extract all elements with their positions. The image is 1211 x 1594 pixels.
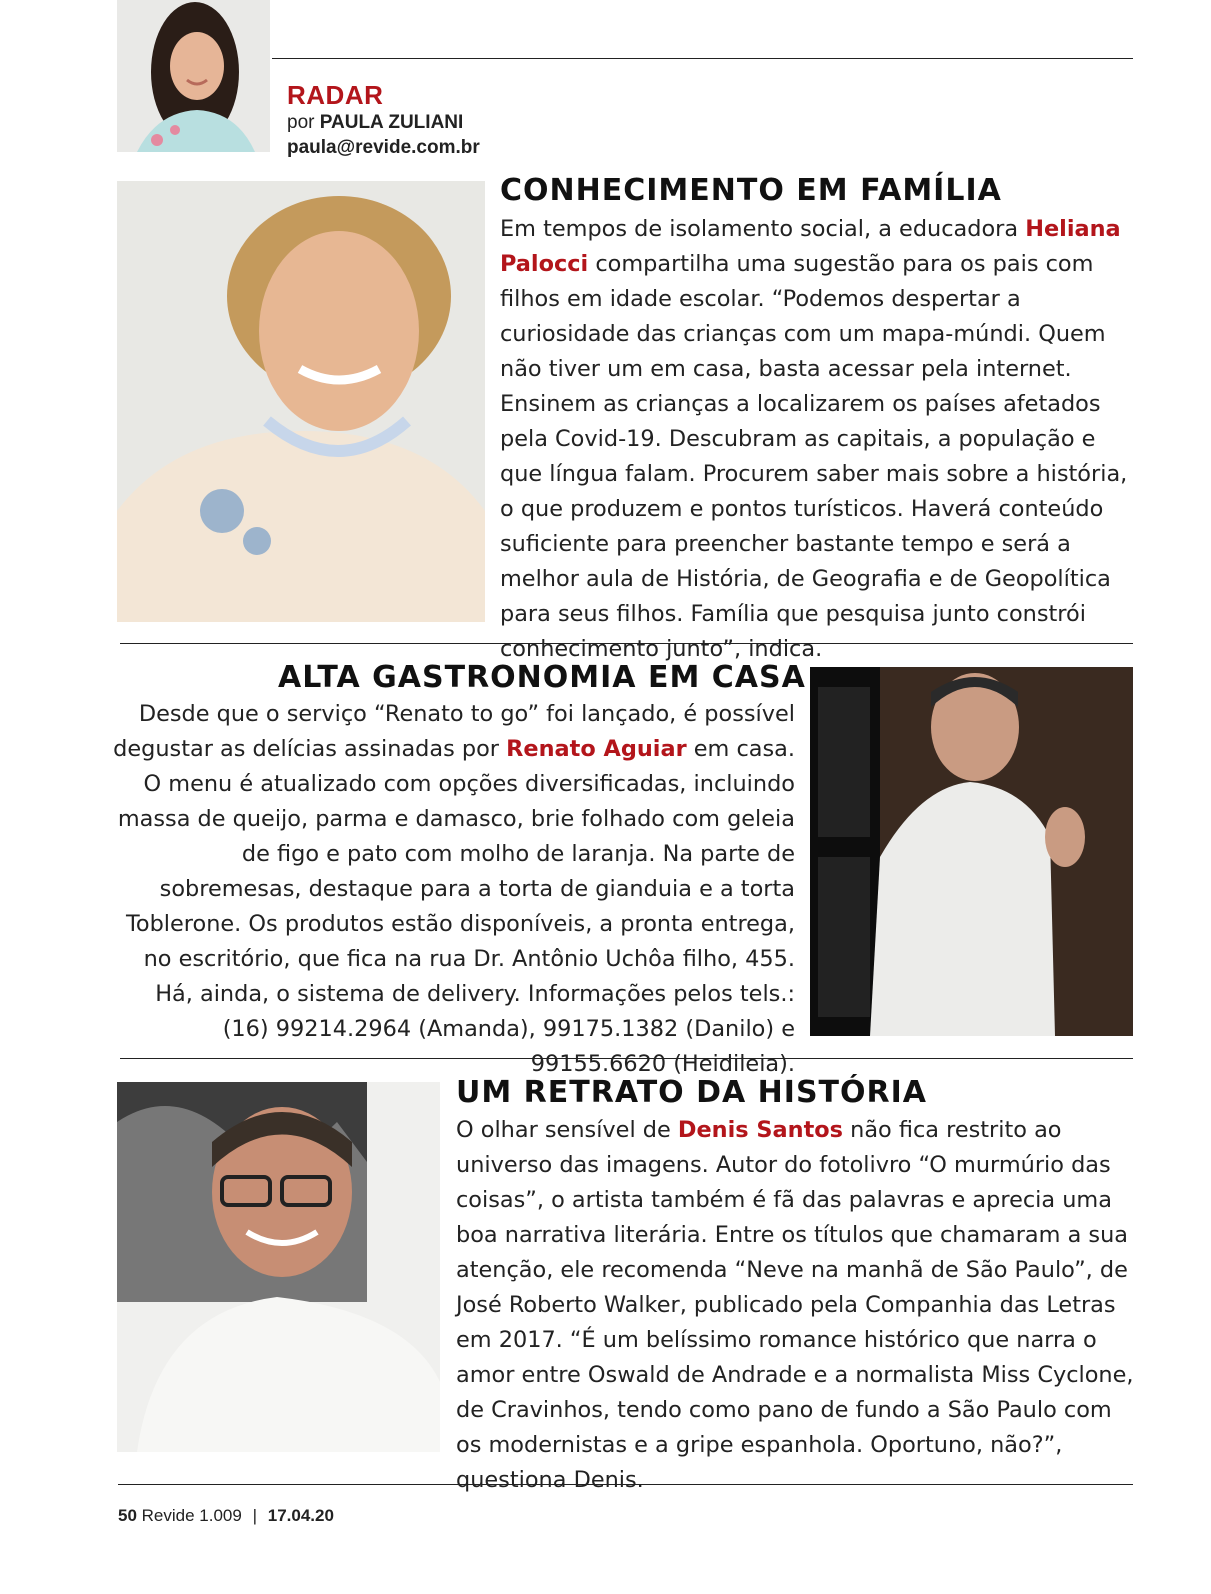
article-1-text: compartilha uma sugestão para os pais com filhos em idade escolar. “Podemos despertar a curiosidade das crianças com um mapa-múndi. Quem não tiver um em casa, basta acessar pela internet. Ensinem as crianças a localizarem os países afetados pela Covid-19. Descubram as capitais, a população e que língua falam. Procurem saber mais sobre a história, o que produzem e pontos turísticos. Haverá conteúdo suficiente para preencher bastante tempo e será a melhor aula de História, de Geografia e de Geopolítica para seus filhos. Família que pesquisa junto constrói conhecimento junto”, indica. <box>500 251 1128 662</box>
article-2-name: Renato Aguiar <box>506 736 687 762</box>
renato-aguiar-photo <box>810 667 1133 1036</box>
article-2-body <box>110 697 795 1082</box>
issue-date: 17.04.20 <box>267 1506 334 1525</box>
article-1-body <box>500 212 1134 667</box>
article-2-headline: ALTA GASTRONOMIA EM CASA <box>278 660 806 695</box>
column-section-title: RADAR <box>287 80 384 110</box>
author-email: paula@revide.com.br <box>287 137 480 158</box>
article-3-name: Denis Santos <box>677 1117 844 1143</box>
section-rule-1 <box>120 643 1133 644</box>
article-3-body <box>456 1113 1134 1498</box>
denis-santos-photo <box>117 1082 440 1452</box>
article-3-headline: UM RETRATO DA HISTÓRIA <box>456 1075 928 1110</box>
footer-rule <box>118 1484 1133 1485</box>
article-1-headline: CONHECIMENTO EM FAMÍLIA <box>500 173 1002 208</box>
footer-separator: | <box>252 1506 257 1525</box>
article-2-text: em casa. O menu é atualizado com opções diversificadas, incluindo massa de queijo, parma e damasco, brie folhado com geleia de figo e pato com molho de laranja. Na parte de sobremesas, destaque para a torta de gianduia e a torta Toblerone. Os produtos estão disponíveis, a pronta entrega, no escritório, que fica na rua Dr. Antônio Uchôa filho, 455. Há, ainda, o sistema de delivery. Informações pelos tels.: (16) 99214.2964 (Amanda), 99175.1382 (Danilo) e 99155.6620 (Heidileia). <box>117 736 795 1077</box>
byline-prefix: por <box>287 112 315 133</box>
article-3-intro: O olhar sensível de <box>456 1117 671 1143</box>
author-name: PAULA ZULIANI <box>319 112 464 133</box>
header-rule <box>272 58 1133 59</box>
article-1-name: Heliana Palocci <box>500 216 1121 277</box>
author-photo <box>117 0 270 152</box>
section-rule-2 <box>120 1058 1133 1059</box>
publication-issue: Revide 1.009 <box>141 1506 242 1525</box>
byline <box>287 112 463 134</box>
article-3-text: não fica restrito ao universo das imagens. Autor do fotolivro “O murmúrio das coisas”, o artista também é fã das palavras e aprecia uma boa narrativa literária. Entre os títulos que chamaram a sua atenção, ele recomenda “Neve na manhã de São Paulo”, de José Roberto Walker, publicado pela Companhia das Letras em 2017. “É um belíssimo romance histórico que narra o amor entre Oswald de Andrade e a normalista Miss Cyclone, de Cravinhos, tendo como pano de fundo a São Paulo com os modernistas e a gripe espanhola. Oportuno, não?”, questiona Denis. <box>456 1117 1134 1493</box>
page-number: 50 <box>118 1506 137 1525</box>
page-footer <box>118 1506 334 1526</box>
heliana-palocci-photo <box>117 181 485 622</box>
article-1-intro: Em tempos de isolamento social, a educadora <box>500 216 1019 242</box>
article-2-intro: Desde que o serviço “Renato to go” foi lançado, é possível degustar as delícias assinadas por <box>113 701 795 762</box>
